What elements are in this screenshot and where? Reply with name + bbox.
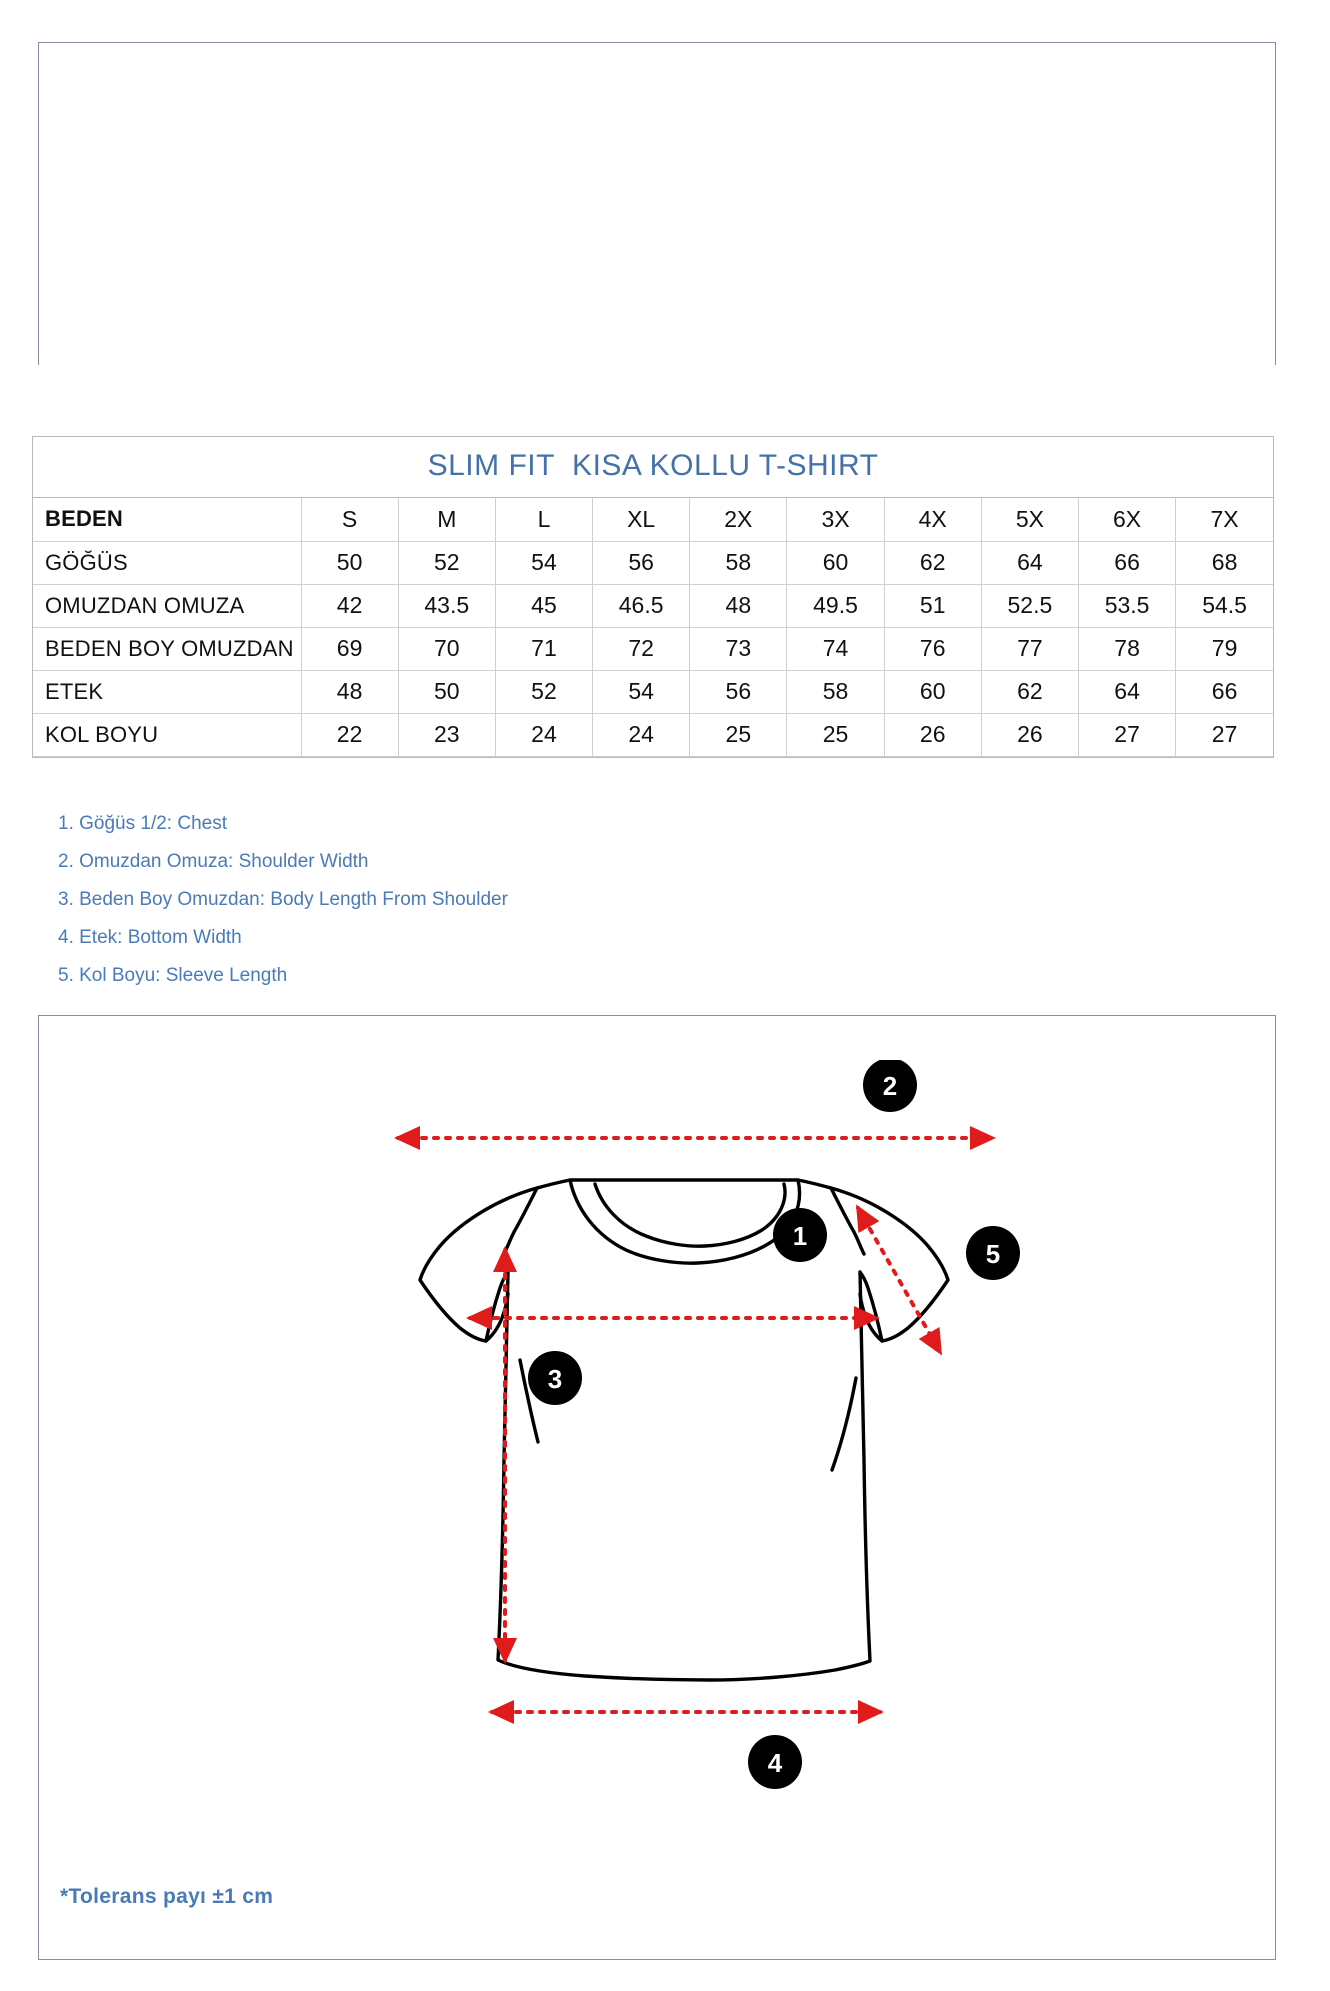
cell-etek-6x: 64	[1079, 670, 1176, 713]
row-label-omuzdan-omuza: OMUZDAN OMUZA	[33, 584, 301, 627]
cell-boy-6x: 78	[1079, 627, 1176, 670]
table-row	[33, 713, 1273, 756]
cell-omuz-3x: 49.5	[787, 584, 884, 627]
cell-etek-m: 50	[398, 670, 495, 713]
table-head	[33, 498, 1273, 541]
table-row	[33, 670, 1273, 713]
legend-item-5: 5. Kol Boyu: Sleeve Length	[58, 965, 288, 986]
cell-omuz-4x: 51	[884, 584, 981, 627]
badge-3-label: 3	[547, 1364, 563, 1394]
table-header-size-l: L	[495, 498, 592, 541]
cell-gogus-l: 54	[495, 541, 592, 584]
measure-line-sleeve-length	[858, 1208, 940, 1352]
badge-1-label: 1	[792, 1221, 808, 1251]
row-label-gogus: GÖĞÜS	[33, 541, 301, 584]
page-frame-top	[38, 42, 1276, 365]
legend-item-4: 4. Etek: Bottom Width	[58, 927, 242, 948]
cell-boy-xl: 72	[593, 627, 690, 670]
cell-omuz-6x: 53.5	[1079, 584, 1176, 627]
legend-item-3: 3. Beden Boy Omuzdan: Body Length From Shoulder	[58, 889, 508, 910]
badge-3	[528, 1351, 582, 1405]
cell-kol-xl: 24	[593, 713, 690, 756]
row-label-beden-boy-omuzdan: BEDEN BOY OMUZDAN	[33, 627, 301, 670]
badge-2-label: 2	[882, 1071, 898, 1101]
cell-boy-m: 70	[398, 627, 495, 670]
cell-omuz-7x: 54.5	[1176, 584, 1273, 627]
table-body	[33, 541, 1273, 756]
measurement-legend	[58, 805, 958, 995]
cell-kol-7x: 27	[1176, 713, 1273, 756]
table-header-size-m: M	[398, 498, 495, 541]
tshirt-diagram	[380, 1060, 1020, 1860]
tolerance-footnote: *Tolerans payı ±1 cm	[60, 1885, 274, 1908]
badge-2	[863, 1060, 917, 1112]
cell-gogus-7x: 68	[1176, 541, 1273, 584]
cell-boy-s: 69	[301, 627, 398, 670]
badge-5	[966, 1226, 1020, 1280]
cell-omuz-5x: 52.5	[981, 584, 1078, 627]
tshirt-outline-icon	[420, 1180, 948, 1680]
cell-kol-6x: 27	[1079, 713, 1176, 756]
size-chart-table-container	[32, 436, 1274, 758]
legend-item-2: 2. Omuzdan Omuza: Shoulder Width	[58, 851, 369, 872]
legend-item-1: 1. Göğüs 1/2: Chest	[58, 813, 227, 834]
cell-kol-5x: 26	[981, 713, 1078, 756]
cell-boy-5x: 77	[981, 627, 1078, 670]
cell-kol-l: 24	[495, 713, 592, 756]
cell-gogus-5x: 64	[981, 541, 1078, 584]
cell-boy-l: 71	[495, 627, 592, 670]
cell-omuz-m: 43.5	[398, 584, 495, 627]
cell-gogus-2x: 58	[690, 541, 787, 584]
cell-etek-l: 52	[495, 670, 592, 713]
cell-gogus-m: 52	[398, 541, 495, 584]
size-chart-title: SLIM FIT KISA KOLLU T-SHIRT	[33, 437, 1273, 498]
table-row	[33, 541, 1273, 584]
table-header-size-4x: 4X	[884, 498, 981, 541]
badge-4-label: 4	[767, 1748, 783, 1778]
row-label-etek: ETEK	[33, 670, 301, 713]
cell-etek-2x: 56	[690, 670, 787, 713]
cell-gogus-xl: 56	[593, 541, 690, 584]
cell-omuz-l: 45	[495, 584, 592, 627]
cell-gogus-s: 50	[301, 541, 398, 584]
cell-boy-3x: 74	[787, 627, 884, 670]
cell-etek-5x: 62	[981, 670, 1078, 713]
cell-etek-3x: 58	[787, 670, 884, 713]
table-header-beden: BEDEN	[33, 498, 301, 541]
cell-kol-s: 22	[301, 713, 398, 756]
cell-etek-4x: 60	[884, 670, 981, 713]
cell-omuz-s: 42	[301, 584, 398, 627]
cell-etek-s: 48	[301, 670, 398, 713]
cell-kol-4x: 26	[884, 713, 981, 756]
cell-kol-2x: 25	[690, 713, 787, 756]
table-row	[33, 584, 1273, 627]
cell-kol-m: 23	[398, 713, 495, 756]
table-header-size-xl: XL	[593, 498, 690, 541]
table-header-size-7x: 7X	[1176, 498, 1273, 541]
cell-boy-4x: 76	[884, 627, 981, 670]
cell-gogus-3x: 60	[787, 541, 884, 584]
table-header-size-s: S	[301, 498, 398, 541]
cell-omuz-2x: 48	[690, 584, 787, 627]
table-header-size-6x: 6X	[1079, 498, 1176, 541]
cell-boy-7x: 79	[1176, 627, 1273, 670]
badge-1	[773, 1208, 827, 1262]
table-header-row	[33, 498, 1273, 541]
badge-5-label: 5	[985, 1239, 1001, 1269]
cell-gogus-4x: 62	[884, 541, 981, 584]
cell-kol-3x: 25	[787, 713, 884, 756]
cell-omuz-xl: 46.5	[593, 584, 690, 627]
cell-etek-xl: 54	[593, 670, 690, 713]
cell-etek-7x: 66	[1176, 670, 1273, 713]
row-label-kol-boyu: KOL BOYU	[33, 713, 301, 756]
size-chart-table	[33, 498, 1273, 757]
table-header-size-3x: 3X	[787, 498, 884, 541]
table-header-size-2x: 2X	[690, 498, 787, 541]
cell-boy-2x: 73	[690, 627, 787, 670]
cell-gogus-6x: 66	[1079, 541, 1176, 584]
badge-4	[748, 1735, 802, 1789]
table-header-size-5x: 5X	[981, 498, 1078, 541]
table-row	[33, 627, 1273, 670]
